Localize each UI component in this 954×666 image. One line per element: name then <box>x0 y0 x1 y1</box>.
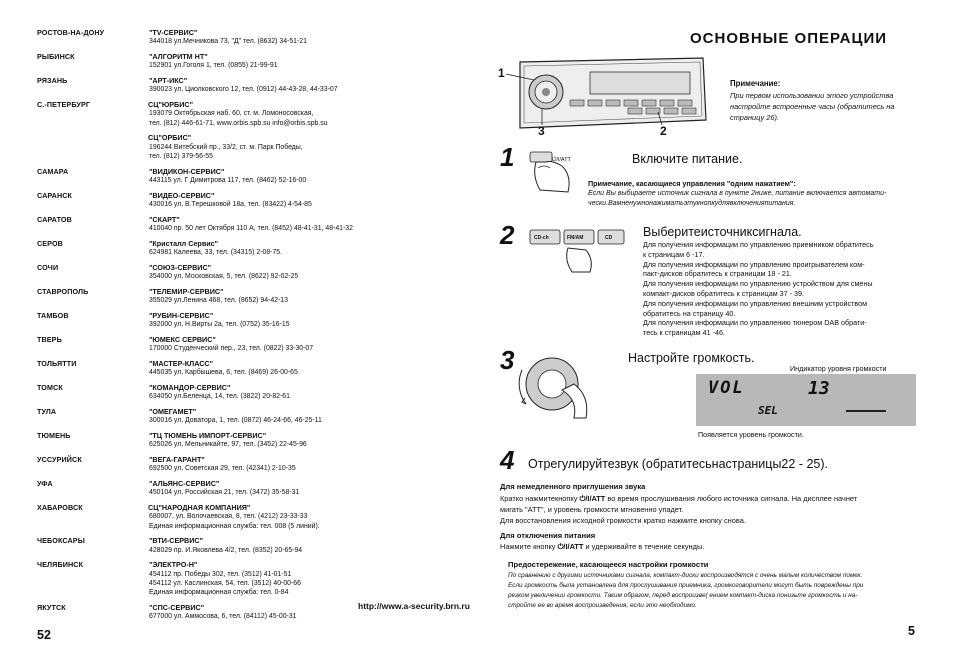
step-4-number: 4 <box>500 445 515 475</box>
service-center-address: 428029 пр. И.Яковлева 4/2, тел. (8352) 20-65-94 <box>149 546 303 554</box>
service-center-address: 392000 ул. Н.Вирты 2а, тел. (0752) 35-16-15 <box>149 321 290 329</box>
city-name: СЕРОВ <box>37 238 63 248</box>
service-center-name: "ЮМЕКС СЕРВИС" <box>149 334 216 344</box>
power-button-label: ⏻/I/ATT <box>552 157 571 163</box>
caution-line: По сравнению с другими источниками сигнала, компакт-диски воспроизводятся с очень малым количеством помех. <box>508 572 863 579</box>
service-center-address: 355029 ул.Ленина 468, тел. (8652) 94-42-13 <box>149 297 288 305</box>
service-center-name: СЦ"НАРОДНАЯ КОМПАНИЯ" <box>148 502 251 512</box>
service-center-address: 634050 ул.Беленца, 14, тел. (3822) 20-82-61 <box>149 393 290 401</box>
service-center-address: 390023 ул. Циолковского 12, тел. (0912) 44-43-28, 44-33-07 <box>149 86 338 94</box>
service-center-address: 193079 Октябрьская наб. 60, ст. м. Ломоносовская, <box>149 110 314 118</box>
service-center-address: 692500 ул. Советская 29, тел. (42341) 2-10-35 <box>149 465 296 473</box>
text-line: тесь к страницам 41 -46. <box>643 328 725 338</box>
city-name: ТУЛА <box>37 406 57 416</box>
city-name: ЧЕЛЯБИНСК <box>37 560 84 570</box>
service-center-name: "СКАРТ" <box>149 214 180 224</box>
service-center-name: "ВТИ-СЕРВИС" <box>149 536 204 546</box>
one-touch-note-heading: Примечание, касающиеся управления "одним нажатием": <box>588 179 796 188</box>
text-line: обратитесь на страницу 40. <box>643 308 736 318</box>
city-name: С.-ПЕТЕРБУРГ <box>37 100 91 109</box>
service-center-address: 677000 ул. Аммосова, 6, тел. (84112) 45-00-31 <box>149 613 297 621</box>
step-1-number: 1 <box>500 142 515 172</box>
hand-press-illustration <box>522 146 592 196</box>
service-center-name: "ОМЕГАМЕТ" <box>149 406 197 416</box>
service-center-address: 454112 ул. Каслинская, 54, тел. (3512) 40-00-66 <box>149 580 301 587</box>
city-name: УФА <box>37 478 53 488</box>
mute-button-label: ⏻/I/ATT <box>579 494 606 503</box>
volume-indicator-label: Индикатор уровня громкости <box>790 364 887 373</box>
page-title: ОСНОВНЫЕ ОПЕРАЦИИ <box>690 30 888 47</box>
city-name: СТАВРОПОЛЬ <box>37 286 89 296</box>
service-center-address: Единая информационная служба: тел. 0-84 <box>149 589 289 597</box>
callout-1: 1 <box>498 66 505 80</box>
city-name: УССУРИЙСК <box>37 454 82 464</box>
mute-line-2: мигать "ATT", и уровень громкости мгновенно упадет. <box>500 505 684 514</box>
service-center-address: 354000 ул. Московская, 5, тел. (8622) 92-02-25 <box>149 273 299 281</box>
city-name: СОЧИ <box>37 262 59 272</box>
city-name: ТОМСК <box>37 382 63 392</box>
service-center-address: 625026 ул. Мельникайте, 97, тел. (3452) 22-45-96 <box>149 441 307 449</box>
service-center-address: 344018 ул.Мечникова 73, "Д" тел. (8632) 34-51-21 <box>149 38 307 46</box>
text-line: Для получения информации по управлению устройством для смены <box>643 279 873 289</box>
city-name: ТЮМЕНЬ <box>37 430 71 440</box>
service-center-name: "TV-СЕРВИС" <box>149 28 198 37</box>
note-line: настройте встроенные часы (обратитесь на <box>730 102 895 111</box>
power-off-text: и удерживайте в течение секунды. <box>585 542 705 551</box>
step-2-title: Выберитеисточниксигнала. <box>643 225 802 239</box>
power-off-text: Нажмите кнопку <box>500 542 556 551</box>
step-1-title: Включите питание. <box>632 152 743 166</box>
website-url[interactable]: http://www.a-security.brn.ru <box>358 601 470 611</box>
callout-2: 2 <box>660 124 667 138</box>
text-line: Для получения информации по управлению тюнером DAB обрати- <box>643 318 867 328</box>
service-center-address: 454112 пр. Победы 302, тел. (3512) 41-01-51 <box>149 570 292 578</box>
service-center-address: 624981 Калеева, 33, тел. (34315) 2-08-75. <box>149 249 283 257</box>
city-name: ЧЕБОКСАРЫ <box>37 536 85 546</box>
service-center-name: "АРТ-ИКС" <box>149 76 188 85</box>
step-2-text <box>643 240 873 338</box>
service-center-name: "МАСТЕР-КЛАСС" <box>149 358 214 368</box>
display-vol-text: VOL <box>708 378 745 398</box>
left-page-number: 52 <box>37 628 51 642</box>
note-heading: Примечание: <box>730 79 781 88</box>
caution-heading: Предостережение, касающееся настройки громкости <box>508 560 709 569</box>
power-off-line <box>500 542 704 552</box>
button-cd: CD <box>605 235 613 241</box>
service-center-address: 680007, ул. Волочаевская, 8, тел. (4212) 23-33-33 <box>149 513 308 521</box>
button-fm-am: FM/AM <box>567 235 584 241</box>
service-center-name: "Кристалл Сервис" <box>149 238 219 248</box>
note-clock <box>730 79 920 123</box>
caution-line: стройте ее во время воспроизведения, если это необходимо. <box>508 602 697 609</box>
step-4-title: Отрегулируйтезвук (обратитесьнастраницы22 - 25). <box>528 457 828 471</box>
service-center-address: 152901 ул.Гоголя 1, тел. (0855) 21-99-91 <box>149 62 278 70</box>
source-buttons-illustration <box>526 226 636 276</box>
note-line: страницу 26). <box>730 113 779 122</box>
one-touch-note-line: чески.Вамненужнонажиматьэтукнопкудлявключенияпитания. <box>588 200 796 207</box>
text-line: к страницам 6 -17. <box>643 249 705 259</box>
service-center-name: СЦ"ОРБИС" <box>148 133 192 143</box>
service-center-name: "КОМАНДОР-СЕРВИС" <box>149 382 231 392</box>
volume-caption: Появляется уровень громкости. <box>698 430 804 439</box>
note-line: При первом использовании этого устройства <box>730 91 894 100</box>
display-volume-value: 13 <box>808 378 830 399</box>
city-name: РОСТОВ-НА-ДОНУ <box>37 28 105 37</box>
service-center-address: тел. (812) 379-56-55 <box>149 153 213 161</box>
caution-text <box>508 571 863 611</box>
one-touch-note-line: Если Вы выбираете источник сигнала в пункте 2ниже, питание включается автомати- <box>588 190 887 197</box>
service-center-name: "ТЦ ТЮМЕНЬ ИМПОРТ-СЕРВИС" <box>149 430 267 440</box>
caution-line: Если громкость была установлена для прослушивания приемника, громкоговорители могут быть повреждены при <box>508 582 864 589</box>
button-cd-ch: CD-ch <box>534 235 549 241</box>
service-center-address: 196244 Витебский пр., 33/2, ст. м. Парк Победы, <box>149 143 303 151</box>
service-center-name: "ТЕЛЕМИР-СЕРВИС" <box>149 286 224 296</box>
callout-3: 3 <box>538 124 545 138</box>
service-center-name: "СОЮЗ-СЕРВИС" <box>149 262 212 272</box>
service-center-address: 300016 ул. Доватора, 1, тел. (0872) 46-24-66, 46-25-11 <box>149 417 322 425</box>
right-page-number: 5 <box>908 624 915 638</box>
service-center-address: 445035 ул. Карбышева, 6, тел. (8469) 26-00-65 <box>149 369 298 377</box>
mute-text: Кратко нажмитекнопку <box>500 494 578 503</box>
service-center-name: "ВИДИКОН-СЕРВИС" <box>149 166 225 176</box>
service-center-name: "ВЕГА-ГАРАНТ" <box>149 454 205 464</box>
service-center-name: "АЛГОРИТМ НТ" <box>149 52 208 61</box>
volume-bar <box>846 410 886 412</box>
step-3-number: 3 <box>500 345 515 375</box>
city-name: ХАБАРОВСК <box>37 502 83 512</box>
power-off-button-label: ⏻/I/ATT <box>557 542 584 551</box>
city-name: САМАРА <box>37 166 69 176</box>
mute-line-3: Для восстановления исходной громкости кратко нажмите кнопку снова. <box>500 516 746 525</box>
text-line: Для получения информации по управлению внешним устройством <box>643 298 868 308</box>
text-line: пакт-дисков обратитесь к страницам 18 - 21. <box>643 269 792 279</box>
service-center-name: "СПС-СЕРВИС" <box>149 603 205 612</box>
mute-line-1 <box>500 494 857 504</box>
city-name: РЫБИНСК <box>37 52 75 61</box>
service-center-address: 170000 Студенческий пер., 23, тел. (0822) 33-30-07 <box>149 345 314 353</box>
city-name: РЯЗАНЬ <box>37 76 68 85</box>
text-line: Для получения информации по управлению приемником обратитесь <box>643 240 874 249</box>
display-sel-text: SEL <box>758 404 778 417</box>
caution-line: резком увеличении громкости. Таким образом, перед воспроизве( ением компакт-диска понизьте громкость и на- <box>508 592 858 599</box>
text-line: компакт-дисков обратитесь к страницам 37 - 39. <box>643 288 805 298</box>
mute-heading: Для немедленного приглушения звука <box>500 482 646 491</box>
city-name: САРАНСК <box>37 190 73 200</box>
service-center-name: "АЛЬЯНС-СЕРВИС" <box>149 478 220 488</box>
city-name: ТВЕРЬ <box>37 334 62 344</box>
text-line: Для получения информации по управлению проигрывателем ком- <box>643 259 865 269</box>
city-name: САРАТОВ <box>37 214 72 224</box>
car-radio-illustration <box>498 50 720 140</box>
city-name: ЯКУТСК <box>37 603 66 612</box>
service-center-name: СЦ"ЮРБИС" <box>148 100 193 109</box>
service-center-address: 410040 пр. 50 лет Октября 110 А, тел. (8452) 48-41-31, 48-41-32 <box>149 225 353 233</box>
city-name: ТОЛЬЯТТИ <box>37 358 77 368</box>
step-3-title: Настройте громкость. <box>628 351 755 365</box>
mute-text: во время прослушивания любого источника сигнала. На дисплее начнет <box>607 494 858 503</box>
service-center-address: 443115 ул. Г Димитрова 117, тел. (8462) 52-16-00 <box>149 177 307 185</box>
service-center-address: 430016 ул. В.Терешковой 18а, тел. (83422) 4-54-85 <box>149 201 312 209</box>
service-center-name: "РУБИН-СЕРВИС" <box>149 310 214 320</box>
step-2-number: 2 <box>500 220 515 250</box>
volume-display <box>696 374 916 426</box>
service-center-address: Единая информационная служба: тел. 008 (5 линий). <box>149 522 320 530</box>
service-center-address: 450104 ул. Российская 21, тел. (3472) 35-58-31 <box>149 489 300 497</box>
city-name: ТАМБОВ <box>37 310 69 320</box>
service-center-name: "ВИДЕО-СЕРВИС" <box>149 190 215 200</box>
power-off-heading: Для отключения питания <box>500 531 596 540</box>
service-center-address: тел. (812) 446-61-71, www.orbis.spb.su info@orbis.spb.su <box>149 119 328 127</box>
service-center-name: "ЭЛЕКТРО-Н" <box>149 560 198 570</box>
volume-knob-illustration <box>512 350 592 422</box>
